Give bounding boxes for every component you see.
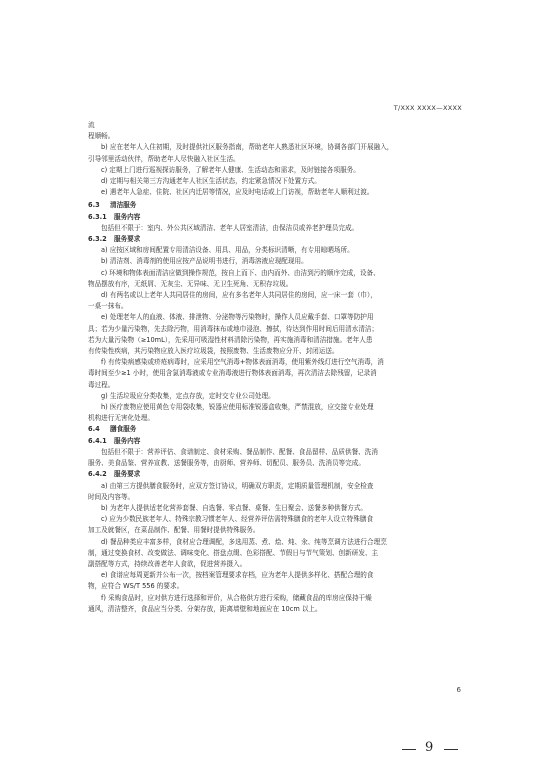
subsection-heading xyxy=(88,212,464,223)
text-line: h) 医疗废物应使用黄色专用袋收集，锐器应使用标准锐器盒收集，严禁混放，应交接专业处理 xyxy=(101,403,374,412)
text-line: 物品摆放有序，无纸屑、无灰尘、无异味、无卫生死角、无积存垃圾。 xyxy=(88,279,293,288)
text-line: 具；若为少量污染物，先去除污物，用消毒抹布或地巾浸泡、擦拭，待达到作用时间后用清水清洁； xyxy=(88,324,379,333)
text-line: 制，通过变换食材、改变做法、调味变化、搭盘点缀、色彩搭配、节假日与节气策划、创新研发、主 xyxy=(88,548,379,557)
text-line: 程顺畅。 xyxy=(88,132,115,141)
text-line: 引导邻里活动伙伴，帮助老年人尽快融入社区生活。 xyxy=(88,154,240,163)
text-line: b) 应在老年人入住初期，及时提供社区服务指南，帮助老年人熟悉社区环境，协调各部门开展融入， xyxy=(101,143,394,152)
text-line: d) 定期与相关第三方沟通老年人社区生活状态，约定紧急情况下处置方式。 xyxy=(101,177,321,186)
text-line: 毒时间至少≥1 小时，使用含氯消毒液或专业消毒液进行物体表面消毒，再次清洁去除残留，记录消 xyxy=(88,369,377,378)
text-line: c) 环境和物体表面清洁应做到操作规范，按自上而下、由内而外、由洁到污的顺序完成，设备、 xyxy=(101,268,380,277)
subsection-heading xyxy=(88,436,464,447)
text-line: c) 定期上门进行巡视探访服务，了解老年人健康、生活动态和需求，及时链接各项服务。 xyxy=(101,165,360,174)
text-line: 毒过程。 xyxy=(88,380,115,389)
heading-title: 服务内容 xyxy=(114,212,141,221)
footer-page-number: 9 xyxy=(425,740,434,755)
text-line: 若为大量污染物（≥10mL），先采用可吸湿性材料清除污染物，再实施消毒和清洁措施。老年人患 xyxy=(88,335,373,344)
text-line: f) 采购食品时，应对供方进行选择和评价，从合格供方进行采购，储藏食品的库房应保持干燥 xyxy=(101,593,372,602)
text-line: 时间及内容等。 xyxy=(88,492,135,501)
text-line: 有传染性疾病，其污染物应放入医疗垃圾袋，按照废物、生活废物应分开、封闭运送。 xyxy=(88,347,339,356)
text-line: a) 应按区域和房间配置专用清洁设备、用具、用品，分类标识清晰，有专用晾晒场所。 xyxy=(101,246,354,255)
text-line: b) 为老年人提供适老化营养套餐、自选餐、零点餐、桌餐、生日聚会、送餐多种供餐方式。 xyxy=(101,503,368,512)
text-line: b) 清洁剂、消毒剂的使用应按产品说明书进行，消毒溶液应现配现用。 xyxy=(101,257,308,266)
text-line: 包括但不限于：营养评估、食谱制定、食材采购、餐品制作、配餐、食品留样、品质供餐、洗消 xyxy=(101,447,378,456)
body-text xyxy=(88,120,464,615)
heading-title: 服务要求 xyxy=(114,470,141,479)
heading-title: 清洁服务 xyxy=(110,201,137,210)
text-line: e) 遇老年人急症、住院、社区内迁居等情况，应及时电话或上门访视，帮助老年人顺利过渡。 xyxy=(101,188,374,197)
heading-number: 6.3.2 xyxy=(88,235,107,244)
heading-number: 6.3 xyxy=(88,201,100,210)
heading-title: 服务内容 xyxy=(114,436,141,445)
text-line: e) 食谱应每周更新并公布一次，按档案管理要求存档，应为老年人提供多样化、搭配合理的食 xyxy=(101,571,374,580)
text-line: 机构进行无害化处理。 xyxy=(88,414,154,423)
text-line: d) 有两名或以上老年人共同居住的房间，应有多名老年人共同居住的房间，应一床一套（巾）， xyxy=(101,291,377,300)
text-line: 副搭配等方式，持续改善老年人食欲，促进营养摄入。 xyxy=(88,559,247,568)
subsection-heading xyxy=(88,234,464,245)
text-line: 服务、美食品鉴、营养宣教、送餐服务等，由厨师、营养师、切配员、服务员、洗消员等完成。 xyxy=(88,459,365,468)
text-line: 流 xyxy=(88,121,95,129)
text-line: 一桌一抹布。 xyxy=(88,302,128,311)
text-line: 物，应符合 WS/T 556 的要求。 xyxy=(88,582,184,591)
standard-code: T/XXX XXXX—XXXX xyxy=(393,104,462,112)
heading-number: 6.3.1 xyxy=(88,212,107,221)
heading-title: 膳食服务 xyxy=(110,425,137,434)
text-line: c) 应为少数民族老年人、特殊宗教习惯老年人、经营养评估需特殊膳食的老年人设立特殊膳食 xyxy=(101,515,374,524)
text-line: d) 餐品种类应丰富多样，食材应合理调配，多选用蒸、煮、烩、炖、汆、纯等烹调方法进行合理烹 xyxy=(101,537,387,546)
heading-number: 6.4 xyxy=(88,425,100,434)
text-line: 通风，清洁整齐，食品应当分类、分架存放，距离墙壁和地面应在 10cm 以上。 xyxy=(88,604,322,613)
text-line: f) 有传染病感染或疥疮病毒时，应采用空气消毒+物体表面消毒，使用紫外线灯进行空气消毒，消 xyxy=(101,358,384,367)
footer-dash-right xyxy=(444,749,458,750)
text-line: 包括但不限于：室内、外公共区域清洁、老年人居室清洁，由保洁员或养老护理员完成。 xyxy=(101,223,359,232)
heading-number: 6.4.2 xyxy=(88,470,107,479)
heading-title: 服务要求 xyxy=(114,235,141,244)
text-line: a) 由第三方提供膳食服务时，应双方签订协议，明确双方职责，定期质量管理机制，安全检查 xyxy=(101,481,374,490)
section-heading xyxy=(88,424,464,435)
text-line: g) 生活垃圾应分类收集，定点存放，定时交专业公司处理。 xyxy=(101,391,275,400)
heading-number: 6.4.1 xyxy=(88,436,107,445)
inner-page-number: 6 xyxy=(456,686,461,694)
text-line: e) 处理老年人的血液、体液、排泄物、分泌物等污染物时，操作人员应戴手套、口罩等防护用 xyxy=(101,313,374,322)
footer-dash-left xyxy=(402,749,416,750)
section-heading xyxy=(88,200,464,211)
text-line: 加工及就餐区，在菜品制作、配餐、用餐时提供特殊服务。 xyxy=(88,526,260,535)
subsection-heading xyxy=(88,469,464,480)
